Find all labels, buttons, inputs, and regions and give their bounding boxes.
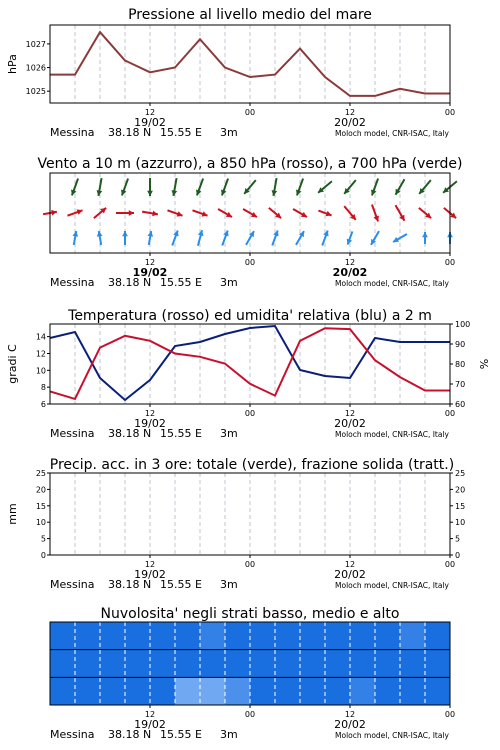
cloud-cell: [50, 677, 76, 705]
wind-arrow: [147, 178, 153, 196]
pressure-ylabel: hPa: [6, 54, 19, 74]
y-tick-label: 0: [40, 551, 46, 560]
cloud-cell: [50, 622, 76, 650]
station-name: Messina: [50, 276, 95, 289]
wind-arrow: [198, 230, 204, 245]
station-lon: 15.55 E: [160, 578, 202, 591]
cloud-cell: [400, 677, 426, 705]
x-tick-label: 12: [344, 108, 356, 117]
station-lat: 38.18 N: [108, 728, 152, 741]
date-label: 19/02: [134, 417, 166, 430]
temp-rh-station-line: [50, 427, 450, 440]
cloud-cell: [150, 622, 176, 650]
date-label: 20/02: [334, 116, 366, 129]
x-tick-label: 12: [144, 108, 156, 117]
station-name: Messina: [50, 578, 95, 591]
y-tick-label: 10: [35, 366, 46, 376]
station-elev: 3m: [220, 728, 238, 741]
station-lat: 38.18 N: [108, 276, 152, 289]
y-tick-label: 15: [455, 501, 466, 511]
station-name: Messina: [50, 126, 95, 139]
y-tick-label: 20: [455, 485, 466, 495]
x-tick-label: 00: [244, 560, 256, 569]
precip-title: Precip. acc. in 3 ore: totale (verde), frazione solida (tratt.): [49, 457, 455, 473]
x-tick-label: 12: [344, 710, 356, 719]
x-tick-label: 12: [344, 560, 356, 569]
station-elev: 3m: [220, 276, 238, 289]
wind-arrow: [422, 232, 428, 244]
cloud-cell: [325, 677, 351, 705]
cloud-cell: [250, 622, 276, 650]
cloud-cell: [100, 650, 126, 678]
cloud-cell: [175, 677, 201, 705]
cloud-cell: [275, 622, 301, 650]
cloud-cell: [200, 622, 226, 650]
station-name: Messina: [50, 728, 95, 741]
wind-arrow: [296, 231, 304, 245]
cloud-cell: [325, 622, 351, 650]
cloud-cell: [425, 622, 451, 650]
model-credit: Moloch model, CNR-ISAC, Italy: [335, 731, 449, 740]
station-lon: 15.55 E: [160, 126, 202, 139]
date-label: 20/02: [332, 266, 368, 279]
station-lat: 38.18 N: [108, 126, 152, 139]
wind-arrow: [371, 179, 378, 196]
cloud-cell: [375, 622, 401, 650]
wind-arrow: [372, 205, 379, 222]
model-credit: Moloch model, CNR-ISAC, Italy: [335, 279, 449, 288]
rh-yticks: [450, 320, 470, 409]
wind-arrow: [97, 231, 103, 245]
y-tick-label: 5: [455, 534, 461, 544]
cloud-cell: [350, 650, 376, 678]
x-tick-label: 12: [144, 409, 156, 418]
y-tick-label: 14: [35, 332, 46, 342]
cloud-cell: [350, 622, 376, 650]
temp-yticks: [36, 333, 50, 409]
cloud-cell: [250, 650, 276, 678]
cloud-cell: [150, 677, 176, 705]
rh-ylabel: %: [478, 358, 491, 370]
x-tick-label: 00: [444, 258, 456, 267]
cloud-cell: [50, 650, 76, 678]
wind-arrow: [172, 230, 178, 245]
precip-panel: [6, 457, 465, 591]
y-tick-label: 100: [455, 320, 471, 329]
date-label: 20/02: [334, 568, 366, 581]
model-credit: Moloch model, CNR-ISAC, Italy: [335, 129, 449, 138]
cloud-cell: [125, 677, 151, 705]
precip-yticks-left: [36, 469, 50, 560]
date-label: 19/02: [134, 718, 166, 731]
x-tick-label: 00: [244, 108, 256, 117]
cloud-cell: [250, 677, 276, 705]
wind-arrow: [172, 178, 178, 196]
cloud-cell: [300, 622, 326, 650]
station-lat: 38.18 N: [108, 578, 152, 591]
y-tick-label: 25: [455, 469, 466, 478]
wind-arrow: [71, 179, 78, 196]
wind-arrow: [322, 230, 328, 245]
cloud-cell: [225, 650, 251, 678]
cloud-cell: [200, 650, 226, 678]
clouds-title: Nuvolosita' negli strati basso, medio e alto: [100, 606, 400, 622]
pressure-panel: [6, 7, 455, 139]
x-tick-label: 00: [444, 710, 456, 719]
y-tick-label: 0: [455, 551, 461, 560]
date-label: 20/02: [334, 417, 366, 430]
cloud-cell: [100, 622, 126, 650]
cloud-cell: [400, 622, 426, 650]
cloud-cell: [350, 677, 376, 705]
x-tick-label: 12: [144, 258, 156, 267]
date-label: 19/02: [134, 568, 166, 581]
x-tick-label: 00: [444, 560, 456, 569]
wind-arrow-head: [422, 232, 428, 237]
wind-arrow: [196, 179, 203, 196]
x-tick-label: 00: [244, 710, 256, 719]
y-tick-label: 60: [455, 400, 466, 409]
precip-ylabel: mm: [6, 503, 19, 525]
station-lat: 38.18 N: [108, 427, 152, 440]
cloud-cell: [75, 677, 101, 705]
cloud-cell: [100, 677, 126, 705]
station-elev: 3m: [220, 126, 238, 139]
y-tick-label: 1027: [25, 39, 46, 49]
station-name: Messina: [50, 427, 95, 440]
precip-yticks-right: [450, 469, 465, 560]
precip-frame: [50, 473, 450, 555]
y-tick-label: 15: [35, 501, 46, 511]
y-tick-label: 10: [455, 518, 466, 528]
cloud-cell: [375, 677, 401, 705]
y-tick-label: 12: [35, 349, 46, 359]
pressure-title: Pressione al livello medio del mare: [128, 7, 372, 23]
x-tick-label: 00: [244, 409, 256, 418]
wind-arrow-head: [129, 210, 134, 216]
wind-arrow: [296, 179, 303, 196]
x-tick-label: 00: [244, 258, 256, 267]
cloud-cell: [275, 650, 301, 678]
cloud-cell: [300, 677, 326, 705]
cloud-cell: [150, 650, 176, 678]
y-tick-label: 25: [35, 469, 46, 478]
x-tick-label: 12: [344, 258, 356, 267]
cloud-cell: [200, 677, 226, 705]
wind-arrow-head: [147, 191, 153, 196]
wind-arrow: [272, 178, 278, 196]
y-tick-label: 70: [455, 380, 466, 389]
wind-arrow: [122, 231, 128, 245]
wind-arrows: [43, 178, 457, 246]
x-tick-label: 00: [444, 409, 456, 418]
cloud-cell: [425, 650, 451, 678]
cloud-cell: [375, 650, 401, 678]
wind-arrow: [222, 230, 228, 245]
clouds-panel: [50, 606, 455, 741]
y-tick-label: 10: [35, 518, 46, 528]
x-tick-label: 12: [144, 710, 156, 719]
cloud-cell: [300, 650, 326, 678]
pressure-yticks: [26, 40, 50, 96]
y-tick-label: 6: [40, 400, 46, 409]
cloud-cell: [275, 677, 301, 705]
wind-arrow-head: [122, 231, 128, 236]
cloud-cell: [225, 622, 251, 650]
y-tick-label: 8: [40, 383, 46, 393]
date-label: 20/02: [334, 718, 366, 731]
date-label: 19/02: [132, 266, 168, 279]
wind-arrow: [246, 231, 254, 245]
cloud-cell: [75, 622, 101, 650]
precip-station-line: [50, 578, 450, 591]
temp-ylabel: gradi C: [6, 344, 19, 384]
wind-title: Vento a 10 m (azzurro), a 850 hPa (rosso), a 700 hPa (verde): [37, 156, 463, 172]
cloud-cell: [400, 650, 426, 678]
cloud-cell: [225, 677, 251, 705]
cloud-cell: [425, 677, 451, 705]
station-elev: 3m: [220, 578, 238, 591]
station-lon: 15.55 E: [160, 427, 202, 440]
wind-panel: [37, 156, 462, 289]
y-tick-label: 20: [35, 485, 46, 495]
wind-arrow: [147, 231, 153, 245]
wind-arrow: [72, 231, 78, 245]
model-credit: Moloch model, CNR-ISAC, Italy: [335, 430, 449, 439]
wind-arrow: [121, 179, 128, 196]
station-lon: 15.55 E: [160, 728, 202, 741]
cloud-cell: [75, 650, 101, 678]
y-tick-label: 5: [40, 534, 46, 544]
pressure-station-line: [50, 126, 450, 139]
cloud-cell: [325, 650, 351, 678]
wind-arrow: [97, 178, 103, 196]
wind-arrow: [393, 234, 407, 242]
y-tick-label: 90: [455, 340, 466, 349]
precip-grid: [75, 473, 425, 555]
y-tick-label: 1025: [25, 87, 46, 97]
cloud-cell: [125, 622, 151, 650]
station-lon: 15.55 E: [160, 276, 202, 289]
cloud-cell: [125, 650, 151, 678]
y-tick-label: 80: [455, 360, 466, 369]
y-tick-label: 1026: [25, 63, 46, 73]
wind-arrow: [371, 231, 379, 245]
temp-rh-title: Temperatura (rosso) ed umidita' relativa (blu) a 2 m: [68, 308, 432, 324]
x-tick-label: 00: [444, 108, 456, 117]
wind-arrow: [347, 231, 353, 244]
temp-rh-panel: [6, 308, 491, 440]
pressure-grid: [75, 25, 425, 103]
model-credit: Moloch model, CNR-ISAC, Italy: [335, 581, 449, 590]
cloud-cell: [175, 622, 201, 650]
x-tick-label: 12: [344, 409, 356, 418]
wind-station-line: [50, 276, 450, 289]
date-label: 19/02: [134, 116, 166, 129]
temp-rh-frame: [50, 324, 450, 404]
clouds-station-line: [50, 728, 450, 741]
x-tick-label: 12: [144, 560, 156, 569]
station-elev: 3m: [220, 427, 238, 440]
wind-arrow: [221, 179, 228, 196]
wind-arrow: [272, 230, 278, 245]
cloud-cell: [175, 650, 201, 678]
